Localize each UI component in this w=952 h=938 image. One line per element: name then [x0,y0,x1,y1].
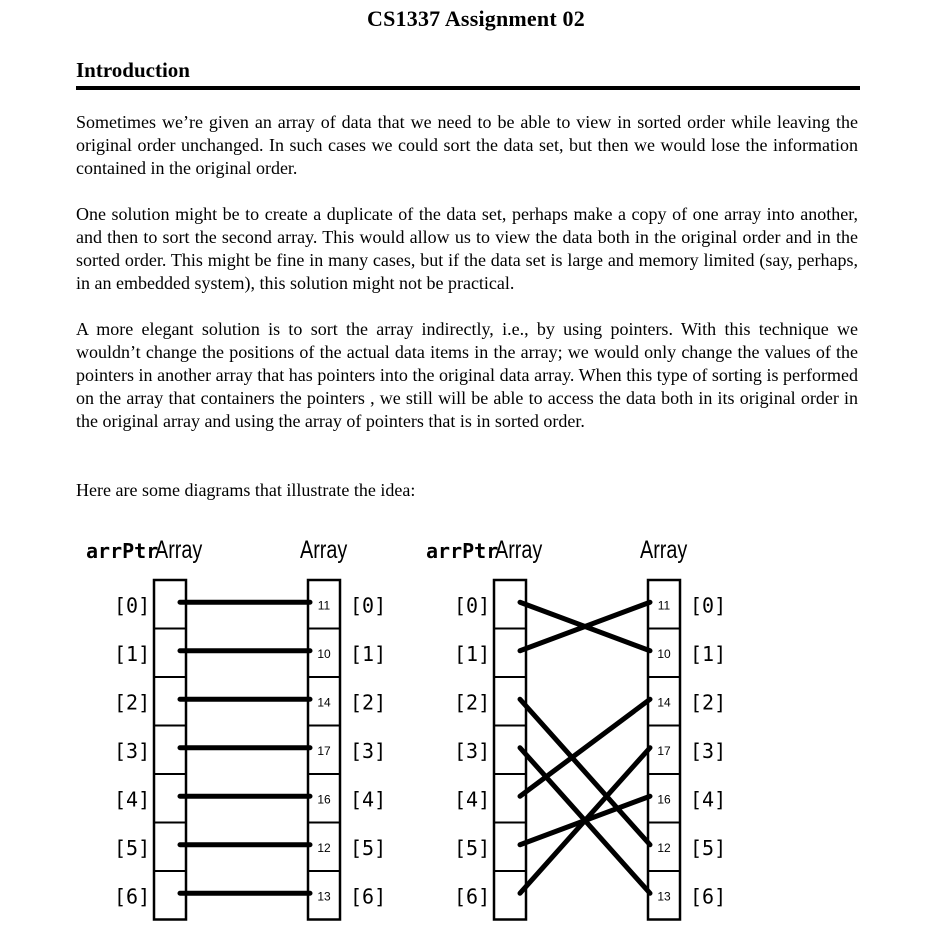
paragraph-1: Sometimes we’re given an array of data that we need to be able to view in sorted order while leaving the original order unchanged. In such cases we could sort the data set, but then we would lose the information contained in the original order. [76,112,858,178]
diagram-sorted-array-index: [3] [690,738,727,763]
diagram-sorted-array-index: [0] [690,593,727,618]
diagram-sorted-pointer-index: [4] [454,787,491,812]
diagram-sorted-array-index: [6] [690,884,727,909]
pointer-diagrams-svg [70,520,770,930]
diagram-sorted-array-index: [1] [690,641,727,666]
diagram-unsorted-pointer-index: [6] [114,884,151,909]
diagram-unsorted-pointer-index: [1] [114,641,151,666]
diagram-unsorted-array-index: [4] [350,787,387,812]
diagram-sorted-pointer-index: [2] [454,690,491,715]
diagram-unsorted-array-index: [6] [350,884,387,909]
diagram-sorted-ptr-label-code: arrPtr [426,539,499,563]
diagram-unsorted-array-index: [1] [350,641,387,666]
diagram-sorted-array-value: 17 [657,743,671,758]
diagram-sorted-array-value: 12 [657,840,671,855]
diagram-sorted-pointer-arrow [520,699,650,796]
diagram-sorted-array-value: 14 [657,695,671,710]
diagram-sorted-array-index: [2] [690,690,727,715]
diagram-unsorted-array-value: 13 [317,889,331,904]
pointer-diagrams [70,520,770,930]
diagram-unsorted-pointer-index: [4] [114,787,151,812]
diagram-sorted-array-value: 10 [657,646,671,661]
diagram-unsorted-pointer-index: [5] [114,835,151,860]
diagram-sorted-pointer-index: [5] [454,835,491,860]
diagram-unsorted-pointer-index: [0] [114,593,151,618]
diagram-sorted-array-value: 11 [657,598,671,613]
diagram-unsorted-pointer-index: [2] [114,690,151,715]
diagram-sorted-array-index: [4] [690,787,727,812]
document-title: CS1337 Assignment 02 [367,6,585,31]
diagram-unsorted-pointer-index: [3] [114,738,151,763]
diagram-unsorted-array-index: [3] [350,738,387,763]
diagram-unsorted-ptr-label-code: arrPtr [86,539,159,563]
diagram-unsorted-array-value: 10 [317,646,331,661]
diagram-unsorted-array-label: Array [300,534,348,564]
section-heading-introduction: Introduction [76,58,190,82]
diagram-sorted-pointer-index: [1] [454,641,491,666]
paragraph-3: A more elegant solution is to sort the array indirectly, i.e., by using pointers. With this technique we wouldn’t change the positions of the actual data items in the array; we would only change the values of the pointers in another array that has pointers into the original data array. When this type of sorting is performed on the array that containers the pointers , we still will be able to access the data both in its original order in the original array and using the array of pointers that is in sorted order. [76,319,858,431]
diagram-unsorted-array-index: [5] [350,835,387,860]
heading-rule [76,86,860,90]
diagram-sorted-array-index: [5] [690,835,727,860]
diagram-sorted-pointer-index: [6] [454,884,491,909]
diagram-unsorted-ptr-label-text: Array [155,534,203,564]
diagram-sorted-pointer-index: [3] [454,738,491,763]
paragraph-2: One solution might be to create a duplicate of the data set, perhaps make a copy of one array into another, and then to sort the second array. This would allow us to view the data both in the original order and in the sorted order. This might be fine in many cases, but if the data set is large and memory limited (say, perhaps, in an embedded system), this solution might not be practical. [76,204,858,293]
diagram-sorted-array-value: 13 [657,889,671,904]
diagram-unsorted-array-value: 12 [317,840,331,855]
diagram-unsorted-array-index: [0] [350,593,387,618]
diagram-unsorted-array-value: 16 [317,792,331,807]
diagram-unsorted-array-value: 17 [317,743,331,758]
diagram-sorted-ptr-label-text: Array [495,534,543,564]
diagram-sorted-pointer-index: [0] [454,593,491,618]
diagram-sorted-array-value: 16 [657,792,671,807]
diagram-unsorted-array-value: 11 [317,598,331,613]
diagram-sorted-array-label: Array [640,534,688,564]
diagram-unsorted-array-value: 14 [317,695,331,710]
paragraph-4: Here are some diagrams that illustrate the idea: [76,480,416,500]
diagram-unsorted-array-index: [2] [350,690,387,715]
